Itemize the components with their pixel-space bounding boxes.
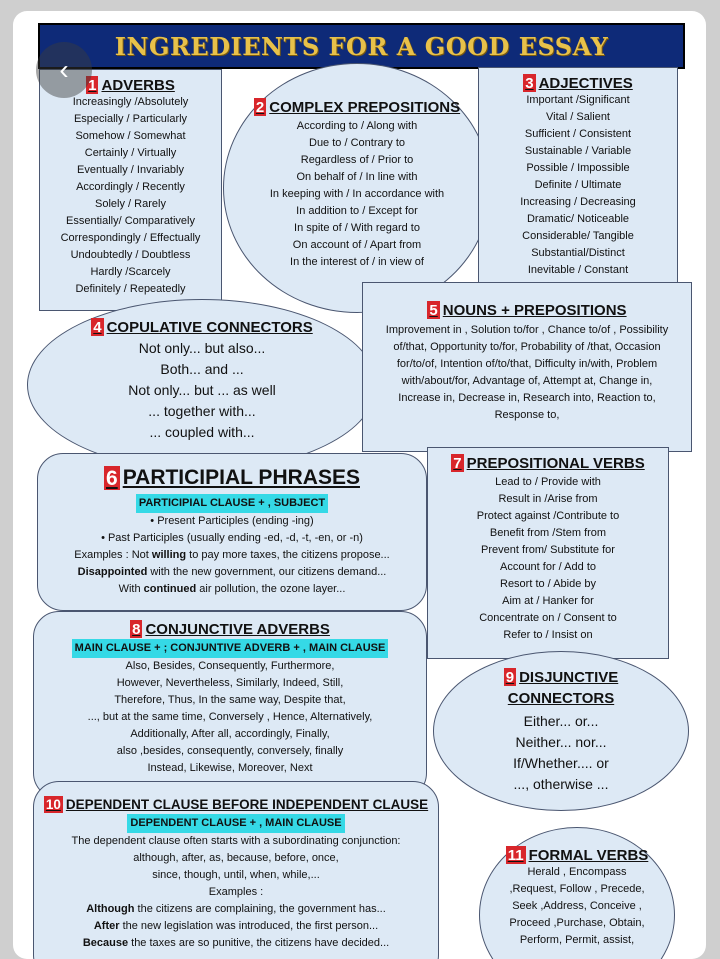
section-heading xyxy=(479,74,677,92)
intro-list xyxy=(34,833,438,884)
section-copulative-connectors xyxy=(27,299,377,471)
list-item: Also, Besides, Consequently, Furthermore, xyxy=(125,660,335,672)
section-number: 11 xyxy=(507,847,524,864)
list-item: Definitely / Repeatedly xyxy=(75,283,186,295)
list-item: although, after, as, because, before, once, xyxy=(133,851,339,864)
list-item: On behalf of / In line with xyxy=(296,171,418,183)
list-item: Refer to / Insist on xyxy=(503,629,593,641)
item-list xyxy=(34,658,426,777)
list-item: ... coupled with... xyxy=(149,424,255,440)
list-item: of/that, Opportunity to/for, Probability of /that, Occasion xyxy=(393,341,661,353)
list-item: In keeping with / In accordance with xyxy=(269,188,445,200)
example-line: After the new legislation was introduced, the first person... xyxy=(93,919,379,932)
list-item: Herald , Encompass xyxy=(527,866,627,878)
list-item: Certainly / Virtually xyxy=(84,147,177,159)
list-item: In addition to / Except for xyxy=(296,205,418,217)
list-item: Resort to / Abide by xyxy=(500,578,596,590)
list-item: Lead to / Provide with xyxy=(495,476,601,488)
section-number: 7 xyxy=(453,455,462,472)
example-line: Because the taxes are so punitive, the citizens have decided... xyxy=(82,936,390,949)
section-participial-phrases xyxy=(37,453,427,611)
list-item: for/to/of, Intention of/to/that, Difficulty in/with, Problem xyxy=(396,358,658,370)
back-button[interactable] xyxy=(36,42,92,98)
list-item: Inevitable / Constant xyxy=(527,264,629,276)
item-list xyxy=(224,118,490,271)
list-item: Response to, xyxy=(494,409,560,421)
section-number: 5 xyxy=(429,302,438,319)
page-title: INGREDIENTS FOR A GOOD ESSAY xyxy=(114,31,609,61)
section-title: PREPOSITIONAL VERBS xyxy=(466,454,645,472)
section-heading xyxy=(363,301,691,319)
section-prepositional-verbs xyxy=(427,447,669,659)
item-list xyxy=(28,338,376,443)
list-item: Instead, Likewise, Moreover, Next xyxy=(147,762,313,774)
list-item: However, Nevertheless, Similarly, Indeed, Still, xyxy=(116,677,344,689)
list-item: Correspondingly / Effectually xyxy=(60,232,201,244)
section-title: ADJECTIVES xyxy=(538,74,633,92)
section-adjectives xyxy=(478,67,678,297)
section-heading xyxy=(34,620,426,638)
list-item: Protect against /Contribute to xyxy=(476,510,620,522)
list-item: Increasing / Decreasing xyxy=(520,196,636,208)
list-item: Undoubtedly / Doubtless xyxy=(70,249,191,261)
chevron-left-icon: ‹ xyxy=(59,54,69,85)
example-line: Although the citizens are complaining, the government has... xyxy=(86,902,386,915)
list-item: Substantial/Distinct xyxy=(531,247,625,259)
list-item: Both... and ... xyxy=(160,361,244,377)
item-list xyxy=(428,474,668,644)
list-item: with/about/for, Advantage of, Attempt at, Change in, xyxy=(401,375,653,387)
list-item: Proceed ,Purchase, Obtain, xyxy=(509,917,645,929)
list-item: Regardless of / Prior to xyxy=(300,154,414,166)
list-item: Aim at / Hanker for xyxy=(502,595,594,607)
section-title: ADVERBS xyxy=(101,76,175,94)
list-item: In the interest of / in view of xyxy=(290,256,424,268)
list-item: The dependent clause often starts with a subordinating conjunction: xyxy=(71,834,401,847)
section-number: 1 xyxy=(88,77,97,94)
list-item: Not only... but also... xyxy=(138,340,266,356)
list-item: Considerable/ Tangible xyxy=(522,230,634,242)
list-item: Account for / Add to xyxy=(499,561,596,573)
formula-highlight: MAIN CLAUSE + ; CONJUNTIVE ADVERB + , MAIN CLAUSE xyxy=(72,639,389,658)
list-item: Benefit from /Stem from xyxy=(489,527,607,539)
section-heading xyxy=(28,318,376,336)
formula-highlight: DEPENDENT CLAUSE + , MAIN CLAUSE xyxy=(127,814,344,833)
section-number: 2 xyxy=(255,99,265,116)
section-adverbs xyxy=(39,69,222,311)
section-title: CONJUNCTIVE ADVERBS xyxy=(145,620,330,638)
list-item: Improvement in , Solution to/for , Chance to/of , Possibility xyxy=(385,324,669,336)
list-item: Perform, Permit, assist, xyxy=(519,934,635,946)
list-item: Accordingly / Recently xyxy=(76,181,185,193)
item-list xyxy=(480,864,674,949)
list-item: Eventually / Invariably xyxy=(77,164,184,176)
section-heading xyxy=(34,796,438,813)
list-item: If/Whether.... or xyxy=(513,755,609,771)
list-item: On account of / Apart from xyxy=(292,239,422,251)
item-list xyxy=(40,94,221,298)
example-line: Examples : Not willing to pay more taxes, the citizens propose... xyxy=(74,549,390,561)
section-title-line2: CONNECTORS xyxy=(507,690,615,707)
list-item: Not only... but ... as well xyxy=(128,382,276,398)
section-heading xyxy=(428,454,668,472)
list-item: Solely / Rarely xyxy=(95,198,166,210)
section-complex-prepositions xyxy=(223,63,491,313)
list-item: According to / Along with xyxy=(296,120,418,132)
section-number: 4 xyxy=(93,319,102,336)
section-title: DISJUNCTIVE xyxy=(519,668,619,686)
list-item: Additionally, After all, accordingly, Finally, xyxy=(130,728,330,740)
list-item: Vital / Salient xyxy=(545,111,610,123)
list-item: since, though, until, when, while,... xyxy=(152,868,320,881)
section-disjunctive-connectors xyxy=(433,651,689,811)
section-title: NOUNS + PREPOSITIONS xyxy=(442,301,627,319)
list-item: also ,besides, consequently, conversely, finally xyxy=(116,745,344,757)
section-title: COMPLEX PREPOSITIONS xyxy=(269,98,461,116)
list-item: Increase in, Decrease in, Research into, Reaction to, xyxy=(398,392,656,404)
list-item: Prevent from/ Substitute for xyxy=(481,544,615,556)
list-item: ,Request, Follow , Precede, xyxy=(509,883,645,895)
list-item: Result in /Arise from xyxy=(498,493,598,505)
list-item: Sustainable / Variable xyxy=(524,145,632,157)
list-item: Concentrate on / Consent to xyxy=(479,612,617,624)
list-item: ..., otherwise ... xyxy=(513,776,609,792)
list-item: Hardly /Scarcely xyxy=(90,266,171,278)
list-item: Increasingly /Absolutely xyxy=(72,96,189,108)
section-title: COPULATIVE CONNECTORS xyxy=(106,318,313,336)
infographic-sheet xyxy=(13,11,706,959)
list-item: ... together with... xyxy=(148,403,256,419)
list-item: Due to / Contrary to xyxy=(309,137,405,149)
section-number: 8 xyxy=(132,621,141,638)
list-item: Therefore, Thus, In the same way, Despite that, xyxy=(114,694,346,706)
list-item: ..., but at the same time, Conversely , Hence, Alternatively, xyxy=(87,711,373,723)
item-list xyxy=(434,711,688,795)
section-number: 10 xyxy=(45,797,61,812)
item-list xyxy=(479,92,677,279)
section-formal-verbs xyxy=(479,827,675,959)
list-item: Either... or... xyxy=(523,713,599,729)
bullet: • Present Participles (ending -ing) xyxy=(150,515,314,527)
list-item: Possible / Impossible xyxy=(526,162,630,174)
list-item: Definite / Ultimate xyxy=(534,179,622,191)
list-item: Especially / Particularly xyxy=(73,113,188,125)
participial-notes xyxy=(38,513,426,598)
section-number: 3 xyxy=(525,75,534,92)
list-item: In spite of / With regard to xyxy=(294,222,420,234)
section-heading xyxy=(480,846,674,864)
section-heading xyxy=(38,466,426,490)
section-heading xyxy=(434,668,688,686)
section-heading xyxy=(224,98,490,116)
section-title: FORMAL VERBS xyxy=(528,846,649,864)
section-dependent-clause xyxy=(33,781,439,959)
section-title: PARTICIPIAL PHRASES xyxy=(122,466,360,489)
bullet: • Past Participles (usually ending -ed, -d, -t, -en, or -n) xyxy=(101,532,363,544)
section-number: 6 xyxy=(106,467,118,490)
formula-highlight: PARTICIPIAL CLAUSE + , SUBJECT xyxy=(136,494,328,513)
list-item: Sufficient / Consistent xyxy=(524,128,632,140)
example-line: Disappointed with the new government, our citizens demand... xyxy=(77,566,387,578)
list-item: Dramatic/ Noticeable xyxy=(526,213,630,225)
examples-label: Examples : xyxy=(208,885,264,898)
item-list xyxy=(363,322,691,424)
section-title: DEPENDENT CLAUSE BEFORE INDEPENDENT CLAUSE xyxy=(65,796,429,812)
dependent-examples xyxy=(34,884,438,952)
section-number: 9 xyxy=(505,669,515,686)
section-nouns-prepositions xyxy=(362,282,692,452)
list-item: Important /Significant xyxy=(526,94,630,106)
list-item: Seek ,Address, Conceive , xyxy=(512,900,642,912)
section-conjunctive-adverbs xyxy=(33,611,427,799)
list-item: Somehow / Somewhat xyxy=(75,130,186,142)
example-line: With continued air pollution, the ozone layer... xyxy=(118,583,346,595)
list-item: Neither... nor... xyxy=(515,734,607,750)
list-item: Essentially/ Comparatively xyxy=(66,215,195,227)
